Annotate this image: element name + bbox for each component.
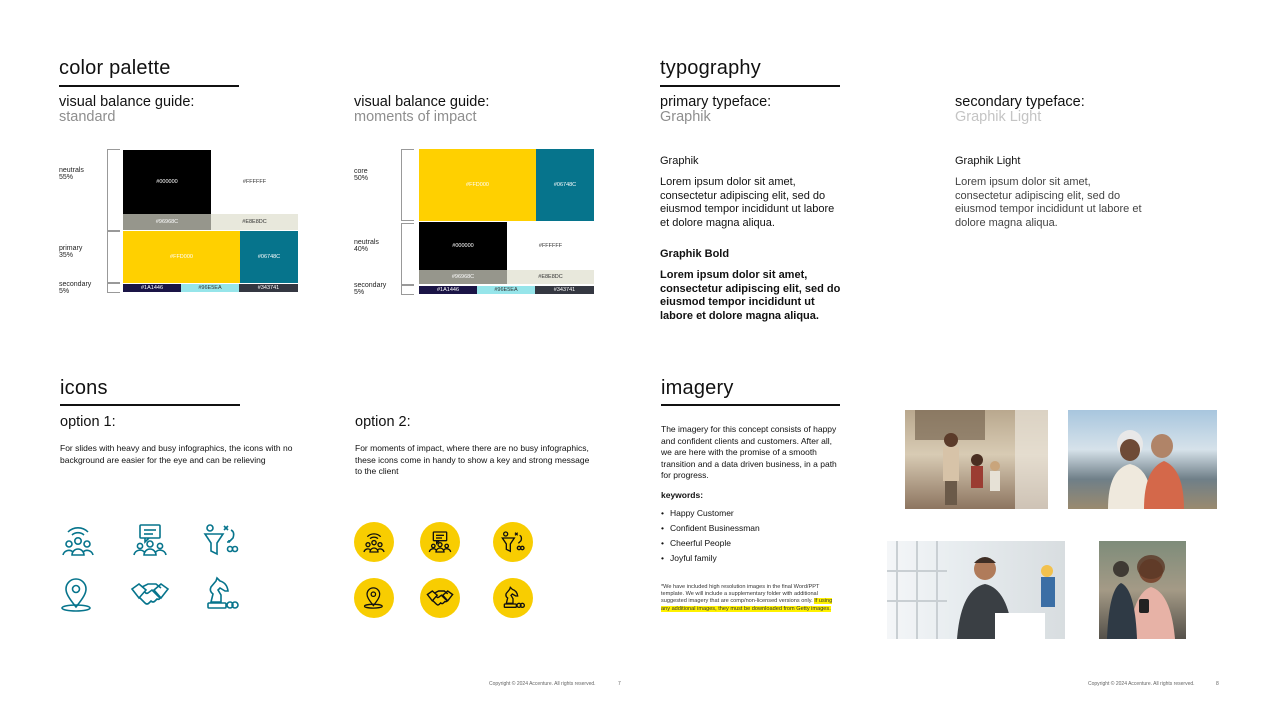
footer-left-page: 7	[618, 681, 621, 687]
impact-swatch-dark: #343741	[535, 286, 594, 294]
keyword-item: • Joyful family	[661, 551, 760, 566]
secondary-typeface-heading: secondary typeface:	[955, 94, 1085, 110]
handshake-icon	[420, 578, 460, 618]
secondary-sample: Lorem ipsum dolor sit amet, consectetur adipiscing elit, sed do eiusmod tempor incididunt ut labore et dolore magna aliqua.	[955, 176, 1142, 229]
impact-neutrals-bracket	[401, 223, 414, 285]
location-pin-icon	[354, 578, 394, 618]
primary-typeface-heading: primary typeface:	[660, 94, 772, 110]
audience-icon	[354, 522, 394, 562]
photo-confident-businessman	[887, 541, 1065, 639]
impact-swatch-navy: #1A1446	[419, 286, 477, 294]
photo-cheerful-couple	[1068, 410, 1217, 509]
impact-swatch-teal: #06748C	[536, 149, 594, 221]
keywords-list	[661, 506, 760, 566]
primary-bold-sample: Lorem ipsum dolor sit amet, consectetur adipiscing elit, sed do eiusmod tempor incididunt ut labore et dolore magna aliqua.	[660, 269, 841, 322]
imagery-note-highlight: If using any additional images, they must be downloaded from Getty images.	[661, 598, 833, 612]
standard-neutrals-bracket	[107, 149, 120, 231]
imagery-rule	[661, 404, 840, 406]
option2-heading: option 2:	[355, 414, 411, 430]
impact-swatch-grey: #96968C	[419, 270, 507, 284]
standard-primary-bracket	[107, 231, 120, 283]
swatch-dark: #343741	[239, 284, 298, 292]
icons-rule	[60, 404, 240, 406]
impact-core-bracket	[401, 149, 414, 221]
keyword-item: • Confident Businessman	[661, 521, 760, 536]
location-pin-icon	[58, 577, 96, 613]
primary-regular-sample: Lorem ipsum dolor sit amet, consectetur adipiscing elit, sed do eiusmod tempor incididunt ut labore et dolore magna aliqua.	[660, 176, 835, 229]
primary-typeface-subheading: Graphik	[660, 109, 711, 125]
secondary-typeface-subheading: Graphik Light	[955, 109, 1042, 125]
impact-swatch-black: #000000	[419, 222, 507, 270]
team-chat-icon	[131, 522, 169, 558]
standard-heading: visual balance guide:	[59, 94, 195, 110]
impact-subheading: moments of impact	[354, 109, 477, 125]
swatch-white: #FFFFFF	[211, 150, 298, 214]
swatch-black: #000000	[123, 150, 211, 214]
imagery-text: The imagery for this concept consists of happy and confident clients and customers. After all, we are here with the promise of a smooth transition and a data driven business, in a path for progress.	[661, 424, 837, 480]
strategy-funnel-icon	[202, 522, 240, 558]
audience-icon	[59, 522, 97, 558]
keyword-item: • Cheerful People	[661, 536, 760, 551]
photo-joyful-people	[1099, 541, 1186, 639]
swatch-grey: #96968C	[123, 214, 211, 230]
swatch-navy: #1A1446	[123, 284, 181, 292]
swatch-cyan: #96E5EA	[181, 284, 239, 292]
typography-rule	[660, 85, 840, 87]
footer-right-copyright: Copyright © 2024 Accenture. All rights reserved.	[1088, 681, 1195, 687]
impact-heading: visual balance guide:	[354, 94, 490, 110]
option2-text: For moments of impact, where there are no busy infographics, these icons come in handy to show a key and strong message to the client	[355, 443, 590, 476]
standard-secondary-label: secondary 5%	[59, 281, 92, 295]
footer-left-copyright: Copyright © 2024 Accenture. All rights reserved.	[489, 681, 596, 687]
team-chat-icon	[420, 522, 460, 562]
standard-primary-label: primary 35%	[59, 245, 83, 259]
keywords-label: keywords:	[661, 490, 704, 500]
icons-title: icons	[60, 377, 108, 399]
swatch-yellow: #FFD000	[123, 231, 240, 283]
standard-subheading: standard	[59, 109, 116, 125]
impact-swatch-yellow: #FFD000	[419, 149, 536, 221]
color-palette-rule	[59, 85, 239, 87]
impact-swatch-cyan: #96E5EA	[477, 286, 535, 294]
color-palette-title: color palette	[59, 57, 171, 79]
imagery-title: imagery	[661, 377, 734, 399]
keyword-item: • Happy Customer	[661, 506, 760, 521]
primary-regular-name: Graphik	[660, 155, 699, 167]
impact-secondary-bracket	[401, 285, 414, 295]
option1-heading: option 1:	[60, 414, 116, 430]
secondary-name: Graphik Light	[955, 155, 1021, 167]
option1-text: For slides with heavy and busy infographics, the icons with no background are easier for the eye and can be relieving	[60, 443, 293, 465]
impact-core-label: core 50%	[354, 168, 369, 182]
impact-swatch-light: #E8E8DC	[507, 270, 594, 284]
impact-secondary-label: secondary 5%	[354, 282, 387, 296]
impact-swatch-white: #FFFFFF	[507, 222, 594, 270]
handshake-icon	[130, 577, 170, 611]
imagery-note: *We have included high resolution images in the final Word/PPT template. We will include a supplementary folder with additional suggested imagery that are comp/non-licensed versions only. If using any additional images, they must be downloaded from Getty images.	[661, 584, 833, 612]
swatch-teal: #06748C	[240, 231, 298, 283]
standard-neutrals-label: neutrals 55%	[59, 167, 84, 181]
footer-right-page: 8	[1216, 681, 1219, 687]
swatch-light: #E8E8DC	[211, 214, 298, 230]
photo-happy-family	[905, 410, 1048, 509]
standard-secondary-bracket	[107, 283, 120, 293]
impact-neutrals-label: neutrals 40%	[354, 239, 379, 253]
chess-knight-icon	[493, 578, 533, 618]
chess-knight-icon	[203, 576, 239, 612]
typography-title: typography	[660, 57, 761, 79]
strategy-funnel-icon	[493, 522, 533, 562]
primary-bold-name: Graphik Bold	[660, 248, 730, 260]
